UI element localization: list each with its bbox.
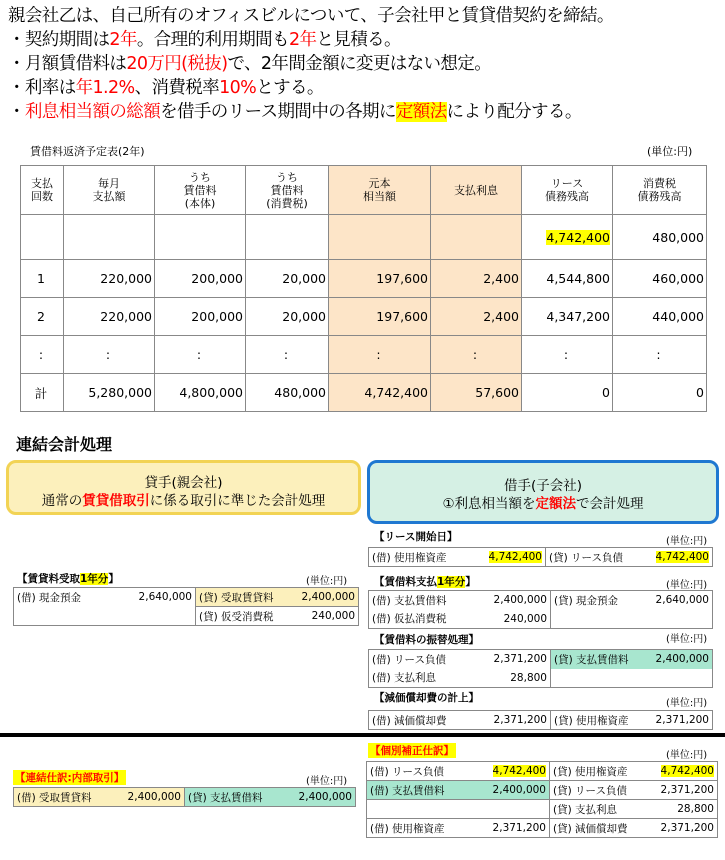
cell: 4,800,000 [155,374,246,412]
journal-row: (借) 支払賃借料 2,400,000 (貸) リース負債 2,371,200 [367,781,718,800]
cell: 5,280,000 [64,374,155,412]
lender-desc: 通常の賃貸借取引に係る取引に準じた会計処理 [41,493,326,509]
cell: 2,400 [431,260,522,298]
cell: 4,742,400 [329,374,431,412]
cell: 440,000 [613,298,707,336]
cell: 460,000 [613,260,707,298]
intro-line-5: ・利息相当額の総額を借手のリース期間中の各期に定額法により配分する。 [8,102,582,122]
table-row-total [21,374,707,412]
journal-row: (借) 受取賃貸料 2,400,000 (貸) 支払賃借料 2,400,000 [14,788,356,807]
journal-individual-adjustment [366,761,718,838]
unit-label: (単位:円) [666,634,708,645]
cell: 20,000 [246,260,329,298]
table-row-opening [21,215,707,260]
journal-row: (借) 減価償却費 2,371,200 (貸) 使用権資産 2,371,200 [369,711,713,730]
cell: : [431,336,522,374]
journal-row: (借) リース負債 2,371,200 (貸) 支払賃借料 2,400,000 [369,650,713,669]
journal-row: (借) 支払利息 28,800 [369,669,713,688]
header-monthly: 毎月 支払額 [64,166,155,215]
cell: 0 [522,374,613,412]
schedule-unit: (単位:円) [647,145,693,158]
cell: 197,600 [329,298,431,336]
unit-label: (単位:円) [306,776,348,787]
intro-line-1: 親会社乙は、自己所有のオフィスビルについて、子会社甲と賃貸借契約を締結。 [8,6,614,26]
cell: : [613,336,707,374]
cell: : [21,336,64,374]
cell: 2,400 [431,298,522,336]
borrower-box [367,460,719,524]
unit-label: (単位:円) [666,750,708,761]
header-rent-body: うち 賃借料 (本体) [155,166,246,215]
journal-title-lease-start: 【リース開始日】 [374,531,458,543]
cell: : [246,336,329,374]
cell: 480,000 [246,374,329,412]
journal-row: (借) 仮払消費税 240,000 [369,610,713,629]
section-divider [0,733,725,737]
cell: : [522,336,613,374]
journal-row: (借) 使用権資産 4,742,400 (貸) リース負債 4,742,400 [369,548,713,567]
journal-title-rent-payment: 【賃借料支払1年分】 [374,576,476,588]
journal-title-depreciation: 【減価償却費の計上】 [374,692,479,704]
cell: : [155,336,246,374]
table-row [21,260,707,298]
journal-lender-receipt [13,587,359,626]
journal-row: (借) 支払賃借料 2,400,000 (貸) 現金預金 2,640,000 [369,591,713,610]
journal-lease-start [368,547,713,567]
unit-label: (単位:円) [306,576,348,587]
table-row-ellipsis [21,336,707,374]
schedule-caption: 賃借料返済予定表(2年) [30,145,145,158]
unit-label: (単位:円) [666,580,708,591]
journal-rent-payment [368,590,713,629]
repayment-schedule-table [20,165,707,412]
opening-tax-balance: 480,000 [613,215,707,260]
header-rent-tax: うち 賃借料 (消費税) [246,166,329,215]
cell: 1 [21,260,64,298]
cell: 220,000 [64,260,155,298]
table-row [21,298,707,336]
table-header-row [21,166,707,215]
cell: 0 [613,374,707,412]
lender-box [6,460,361,515]
cell: 200,000 [155,260,246,298]
journal-row: (貸) 支払利息 28,800 [367,800,718,819]
journal-row: (貸) 仮受消費税 240,000 [14,607,359,626]
cell: 57,600 [431,374,522,412]
cell: 4,544,800 [522,260,613,298]
section-title: 連結会計処理 [16,435,113,454]
header-lease-balance: リース 債務残高 [522,166,613,215]
journal-consolidated-elimination [13,787,356,807]
cell: 計 [21,374,64,412]
header-tax-balance: 消費税 債務残高 [613,166,707,215]
problem-statement [8,4,725,124]
cell: 20,000 [246,298,329,336]
opening-lease-balance: 4,742,400 [522,215,613,260]
journal-title-rent-transfer: 【賃借料の振替処理】 [374,634,479,646]
header-interest: 支払利息 [431,166,522,215]
journal-depreciation [368,710,713,730]
journal-title-lender-receipt: 【賃貸料受取1年分】 [17,573,119,585]
borrower-title: 借手(子会社) [503,478,583,494]
header-principal: 元本 相当額 [329,166,431,215]
journal-row: (借) 現金預金 2,640,000 (貸) 受取賃貸料 2,400,000 [14,588,359,607]
cell: 197,600 [329,260,431,298]
intro-line-3: ・月額賃借料は20万円(税抜)で、2年間金額に変更はない想定。 [8,54,492,74]
journal-row: (借) リース負債 4,742,400 (貸) 使用権資産 4,742,400 [367,762,718,781]
borrower-desc: ①利息相当額を定額法で会計処理 [442,496,644,512]
unit-label: (単位:円) [666,536,708,547]
journal-rent-transfer [368,649,713,688]
journal-row: (借) 使用権資産 2,371,200 (貸) 減価償却費 2,371,200 [367,819,718,838]
journal-title-consolidated: 【連結仕訳:内部取引】 [15,772,125,784]
cell: : [64,336,155,374]
journal-title-individual-adjustment: 【個別補正仕訳】 [370,745,454,757]
cell: 4,347,200 [522,298,613,336]
cell: : [329,336,431,374]
intro-line-2: ・契約期間は2年。合理的利用期間も2年と見積る。 [8,30,401,50]
lender-title: 貸手(親会社) [144,475,223,491]
cell: 220,000 [64,298,155,336]
cell: 2 [21,298,64,336]
cell: 200,000 [155,298,246,336]
header-count: 支払 回数 [21,166,64,215]
intro-line-4: ・利率は年1.2%、消費税率10%とする。 [8,78,324,98]
unit-label: (単位:円) [666,698,708,709]
